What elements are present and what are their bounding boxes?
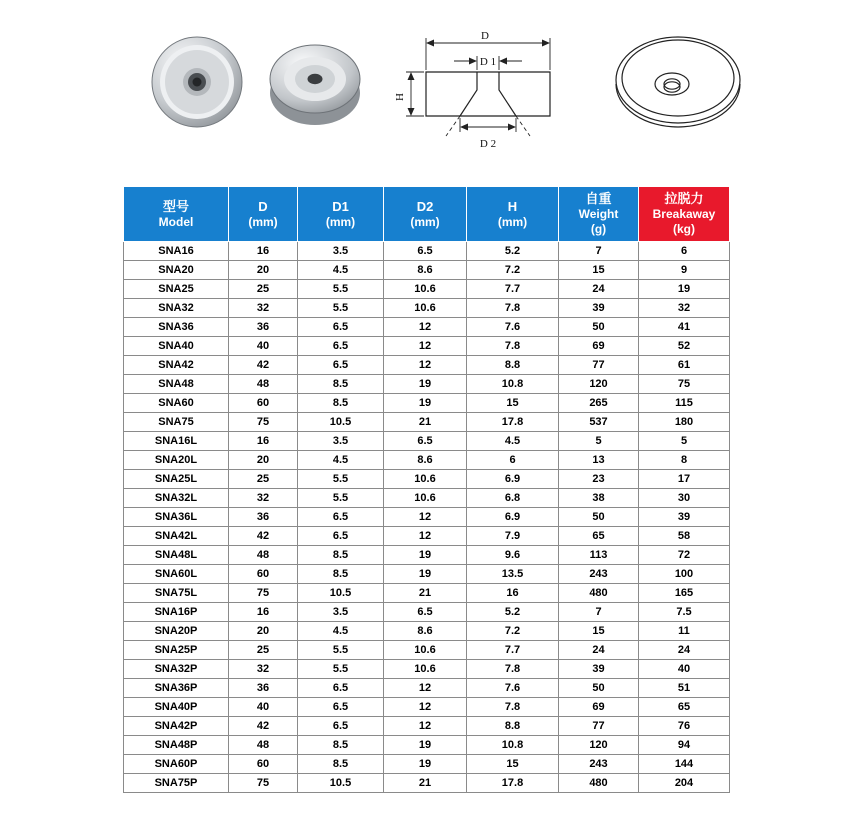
value-cell: 7 xyxy=(559,242,639,261)
model-cell: SNA48 xyxy=(124,375,229,394)
model-cell: SNA36 xyxy=(124,318,229,337)
value-cell: 16 xyxy=(229,242,298,261)
col-header-h: H (mm) xyxy=(467,187,559,242)
value-cell: 12 xyxy=(384,318,467,337)
col-header-model xyxy=(124,187,229,242)
value-cell: 19 xyxy=(384,565,467,584)
value-cell: 13.5 xyxy=(467,565,559,584)
value-cell: 19 xyxy=(384,736,467,755)
table-row xyxy=(124,413,730,432)
model-cell: SNA42P xyxy=(124,717,229,736)
value-cell: 480 xyxy=(559,584,639,603)
value-cell: 144 xyxy=(639,755,730,774)
model-cell: SNA16 xyxy=(124,242,229,261)
value-cell: 19 xyxy=(384,755,467,774)
value-cell: 5.5 xyxy=(298,299,384,318)
value-cell: 8.5 xyxy=(298,546,384,565)
value-cell: 36 xyxy=(229,679,298,698)
value-cell: 3.5 xyxy=(298,432,384,451)
value-cell: 69 xyxy=(559,698,639,717)
value-cell: 19 xyxy=(639,280,730,299)
table-row xyxy=(124,546,730,565)
table-row xyxy=(124,641,730,660)
value-cell: 5.5 xyxy=(298,641,384,660)
value-cell: 6.5 xyxy=(298,527,384,546)
value-cell: 6.5 xyxy=(298,508,384,527)
model-cell: SNA32 xyxy=(124,299,229,318)
value-cell: 6.5 xyxy=(298,698,384,717)
value-cell: 42 xyxy=(229,527,298,546)
value-cell: 4.5 xyxy=(467,432,559,451)
value-cell: 25 xyxy=(229,280,298,299)
model-cell: SNA75L xyxy=(124,584,229,603)
value-cell: 5.2 xyxy=(467,242,559,261)
value-cell: 51 xyxy=(639,679,730,698)
value-cell: 77 xyxy=(559,356,639,375)
value-cell: 204 xyxy=(639,774,730,793)
col-header-d1: D1 (mm) xyxy=(298,187,384,242)
model-cell: SNA25 xyxy=(124,280,229,299)
value-cell: 5 xyxy=(559,432,639,451)
value-cell: 11 xyxy=(639,622,730,641)
value-cell: 10.6 xyxy=(384,489,467,508)
value-cell: 5.5 xyxy=(298,470,384,489)
value-cell: 15 xyxy=(559,622,639,641)
value-cell: 10.5 xyxy=(298,584,384,603)
value-cell: 4.5 xyxy=(298,451,384,470)
value-cell: 24 xyxy=(559,280,639,299)
col-header-d2: D2 (mm) xyxy=(384,187,467,242)
value-cell: 38 xyxy=(559,489,639,508)
value-cell: 52 xyxy=(639,337,730,356)
value-cell: 7.2 xyxy=(467,261,559,280)
value-cell: 16 xyxy=(229,603,298,622)
table-row xyxy=(124,242,730,261)
spec-table-container xyxy=(123,186,729,793)
value-cell: 6.5 xyxy=(298,717,384,736)
table-row xyxy=(124,603,730,622)
value-cell: 23 xyxy=(559,470,639,489)
value-cell: 17.8 xyxy=(467,774,559,793)
value-cell: 7.8 xyxy=(467,698,559,717)
model-cell: SNA60 xyxy=(124,394,229,413)
value-cell: 12 xyxy=(384,679,467,698)
table-row xyxy=(124,565,730,584)
value-cell: 5.5 xyxy=(298,489,384,508)
table-row xyxy=(124,755,730,774)
value-cell: 16 xyxy=(229,432,298,451)
value-cell: 10.6 xyxy=(384,280,467,299)
value-cell: 48 xyxy=(229,736,298,755)
value-cell: 10.6 xyxy=(384,299,467,318)
value-cell: 6.5 xyxy=(298,337,384,356)
value-cell: 65 xyxy=(559,527,639,546)
value-cell: 10.8 xyxy=(467,736,559,755)
table-row xyxy=(124,698,730,717)
value-cell: 15 xyxy=(559,261,639,280)
dim-label-d1: D 1 xyxy=(479,56,497,68)
table-row xyxy=(124,584,730,603)
col-header-weight: 自重 Weight (g) xyxy=(559,187,639,242)
value-cell: 32 xyxy=(639,299,730,318)
value-cell: 3.5 xyxy=(298,242,384,261)
model-cell: SNA32L xyxy=(124,489,229,508)
value-cell: 7.8 xyxy=(467,660,559,679)
spec-table xyxy=(123,186,730,793)
model-cell: SNA75 xyxy=(124,413,229,432)
value-cell: 40 xyxy=(229,337,298,356)
value-cell: 75 xyxy=(229,413,298,432)
table-row xyxy=(124,394,730,413)
value-cell: 75 xyxy=(229,774,298,793)
dim-label-d2: D 2 xyxy=(479,138,497,150)
value-cell: 120 xyxy=(559,375,639,394)
value-cell: 25 xyxy=(229,470,298,489)
value-cell: 8.8 xyxy=(467,356,559,375)
value-cell: 39 xyxy=(559,660,639,679)
value-cell: 32 xyxy=(229,299,298,318)
value-cell: 19 xyxy=(384,546,467,565)
table-row xyxy=(124,318,730,337)
value-cell: 77 xyxy=(559,717,639,736)
value-cell: 10.8 xyxy=(467,375,559,394)
table-row xyxy=(124,261,730,280)
value-cell: 15 xyxy=(467,755,559,774)
value-cell: 10.5 xyxy=(298,774,384,793)
value-cell: 120 xyxy=(559,736,639,755)
value-cell: 40 xyxy=(229,698,298,717)
value-cell: 180 xyxy=(639,413,730,432)
value-cell: 94 xyxy=(639,736,730,755)
value-cell: 8 xyxy=(639,451,730,470)
value-cell: 48 xyxy=(229,375,298,394)
value-cell: 6.8 xyxy=(467,489,559,508)
table-row xyxy=(124,470,730,489)
value-cell: 75 xyxy=(229,584,298,603)
value-cell: 6.5 xyxy=(384,603,467,622)
value-cell: 24 xyxy=(559,641,639,660)
value-cell: 8.6 xyxy=(384,451,467,470)
table-row xyxy=(124,299,730,318)
value-cell: 32 xyxy=(229,660,298,679)
value-cell: 75 xyxy=(639,375,730,394)
model-cell: SNA25P xyxy=(124,641,229,660)
value-cell: 76 xyxy=(639,717,730,736)
value-cell: 20 xyxy=(229,451,298,470)
value-cell: 10.6 xyxy=(384,641,467,660)
value-cell: 8.8 xyxy=(467,717,559,736)
value-cell: 6.9 xyxy=(467,508,559,527)
model-cell: SNA20P xyxy=(124,622,229,641)
table-row xyxy=(124,337,730,356)
value-cell: 9.6 xyxy=(467,546,559,565)
table-row xyxy=(124,375,730,394)
value-cell: 4.5 xyxy=(298,261,384,280)
value-cell: 7.2 xyxy=(467,622,559,641)
model-cell: SNA20 xyxy=(124,261,229,280)
value-cell: 243 xyxy=(559,565,639,584)
col-header-model-cn: 型号 xyxy=(162,198,189,214)
value-cell: 50 xyxy=(559,679,639,698)
value-cell: 6.5 xyxy=(384,242,467,261)
model-cell: SNA60L xyxy=(124,565,229,584)
value-cell: 50 xyxy=(559,508,639,527)
value-cell: 36 xyxy=(229,508,298,527)
value-cell: 4.5 xyxy=(298,622,384,641)
model-cell: SNA60P xyxy=(124,755,229,774)
value-cell: 165 xyxy=(639,584,730,603)
table-row xyxy=(124,508,730,527)
value-cell: 60 xyxy=(229,394,298,413)
table-row xyxy=(124,432,730,451)
table-row xyxy=(124,280,730,299)
model-cell: SNA20L xyxy=(124,451,229,470)
value-cell: 100 xyxy=(639,565,730,584)
value-cell: 7.7 xyxy=(467,280,559,299)
value-cell: 7.9 xyxy=(467,527,559,546)
value-cell: 10.6 xyxy=(384,470,467,489)
model-cell: SNA42L xyxy=(124,527,229,546)
value-cell: 8.5 xyxy=(298,736,384,755)
value-cell: 8.6 xyxy=(384,622,467,641)
model-cell: SNA32P xyxy=(124,660,229,679)
value-cell: 7.6 xyxy=(467,318,559,337)
value-cell: 7.7 xyxy=(467,641,559,660)
value-cell: 39 xyxy=(639,508,730,527)
value-cell: 480 xyxy=(559,774,639,793)
value-cell: 12 xyxy=(384,717,467,736)
value-cell: 6.5 xyxy=(298,356,384,375)
value-cell: 6 xyxy=(467,451,559,470)
value-cell: 7.5 xyxy=(639,603,730,622)
model-cell: SNA16P xyxy=(124,603,229,622)
value-cell: 5.5 xyxy=(298,280,384,299)
model-cell: SNA48P xyxy=(124,736,229,755)
value-cell: 15 xyxy=(467,394,559,413)
col-header-d: D (mm) xyxy=(229,187,298,242)
value-cell: 10.6 xyxy=(384,660,467,679)
value-cell: 48 xyxy=(229,546,298,565)
model-cell: SNA36P xyxy=(124,679,229,698)
value-cell: 5.2 xyxy=(467,603,559,622)
model-cell: SNA16L xyxy=(124,432,229,451)
value-cell: 42 xyxy=(229,356,298,375)
value-cell: 58 xyxy=(639,527,730,546)
value-cell: 50 xyxy=(559,318,639,337)
value-cell: 12 xyxy=(384,698,467,717)
model-cell: SNA36L xyxy=(124,508,229,527)
value-cell: 69 xyxy=(559,337,639,356)
value-cell: 8.5 xyxy=(298,375,384,394)
value-cell: 21 xyxy=(384,413,467,432)
value-cell: 19 xyxy=(384,394,467,413)
table-row xyxy=(124,527,730,546)
value-cell: 21 xyxy=(384,584,467,603)
value-cell: 7.8 xyxy=(467,337,559,356)
value-cell: 72 xyxy=(639,546,730,565)
table-row xyxy=(124,356,730,375)
value-cell: 7.6 xyxy=(467,679,559,698)
value-cell: 8.5 xyxy=(298,565,384,584)
value-cell: 21 xyxy=(384,774,467,793)
spec-table-header xyxy=(124,187,730,242)
value-cell: 8.5 xyxy=(298,755,384,774)
value-cell: 115 xyxy=(639,394,730,413)
table-row xyxy=(124,451,730,470)
value-cell: 24 xyxy=(639,641,730,660)
model-cell: SNA25L xyxy=(124,470,229,489)
value-cell: 12 xyxy=(384,337,467,356)
value-cell: 61 xyxy=(639,356,730,375)
value-cell: 17 xyxy=(639,470,730,489)
table-row xyxy=(124,660,730,679)
value-cell: 25 xyxy=(229,641,298,660)
value-cell: 20 xyxy=(229,622,298,641)
dim-label-h: H xyxy=(394,93,406,101)
value-cell: 7 xyxy=(559,603,639,622)
value-cell: 265 xyxy=(559,394,639,413)
value-cell: 40 xyxy=(639,660,730,679)
model-cell: SNA42 xyxy=(124,356,229,375)
value-cell: 32 xyxy=(229,489,298,508)
value-cell: 20 xyxy=(229,261,298,280)
dim-label-d: D xyxy=(481,30,489,42)
value-cell: 8.5 xyxy=(298,394,384,413)
value-cell: 3.5 xyxy=(298,603,384,622)
value-cell: 12 xyxy=(384,527,467,546)
value-cell: 6.5 xyxy=(384,432,467,451)
value-cell: 41 xyxy=(639,318,730,337)
model-cell: SNA75P xyxy=(124,774,229,793)
col-header-breakaway: 拉脱力 Breakaway (kg) xyxy=(639,187,730,242)
value-cell: 5 xyxy=(639,432,730,451)
table-row xyxy=(124,622,730,641)
value-cell: 65 xyxy=(639,698,730,717)
value-cell: 243 xyxy=(559,755,639,774)
table-row xyxy=(124,717,730,736)
value-cell: 60 xyxy=(229,755,298,774)
value-cell: 6.9 xyxy=(467,470,559,489)
spec-table-body xyxy=(124,242,730,793)
value-cell: 36 xyxy=(229,318,298,337)
value-cell: 7.8 xyxy=(467,299,559,318)
value-cell: 17.8 xyxy=(467,413,559,432)
value-cell: 19 xyxy=(384,375,467,394)
table-row xyxy=(124,736,730,755)
table-row xyxy=(124,679,730,698)
value-cell: 42 xyxy=(229,717,298,736)
value-cell: 8.6 xyxy=(384,261,467,280)
isometric-line-drawing xyxy=(602,26,762,142)
value-cell: 12 xyxy=(384,508,467,527)
magnet-photo-top-view xyxy=(148,35,246,130)
value-cell: 10.5 xyxy=(298,413,384,432)
model-cell: SNA40 xyxy=(124,337,229,356)
value-cell: 13 xyxy=(559,451,639,470)
dimension-drawing-cross-section xyxy=(392,14,582,154)
value-cell: 6.5 xyxy=(298,679,384,698)
value-cell: 30 xyxy=(639,489,730,508)
value-cell: 5.5 xyxy=(298,660,384,679)
value-cell: 6 xyxy=(639,242,730,261)
table-row xyxy=(124,774,730,793)
value-cell: 60 xyxy=(229,565,298,584)
value-cell: 12 xyxy=(384,356,467,375)
table-row xyxy=(124,489,730,508)
value-cell: 9 xyxy=(639,261,730,280)
model-cell: SNA40P xyxy=(124,698,229,717)
value-cell: 537 xyxy=(559,413,639,432)
col-header-model-en: Model xyxy=(158,214,194,229)
value-cell: 6.5 xyxy=(298,318,384,337)
value-cell: 16 xyxy=(467,584,559,603)
value-cell: 39 xyxy=(559,299,639,318)
magnet-photo-rear-view xyxy=(266,33,364,130)
value-cell: 113 xyxy=(559,546,639,565)
model-cell: SNA48L xyxy=(124,546,229,565)
